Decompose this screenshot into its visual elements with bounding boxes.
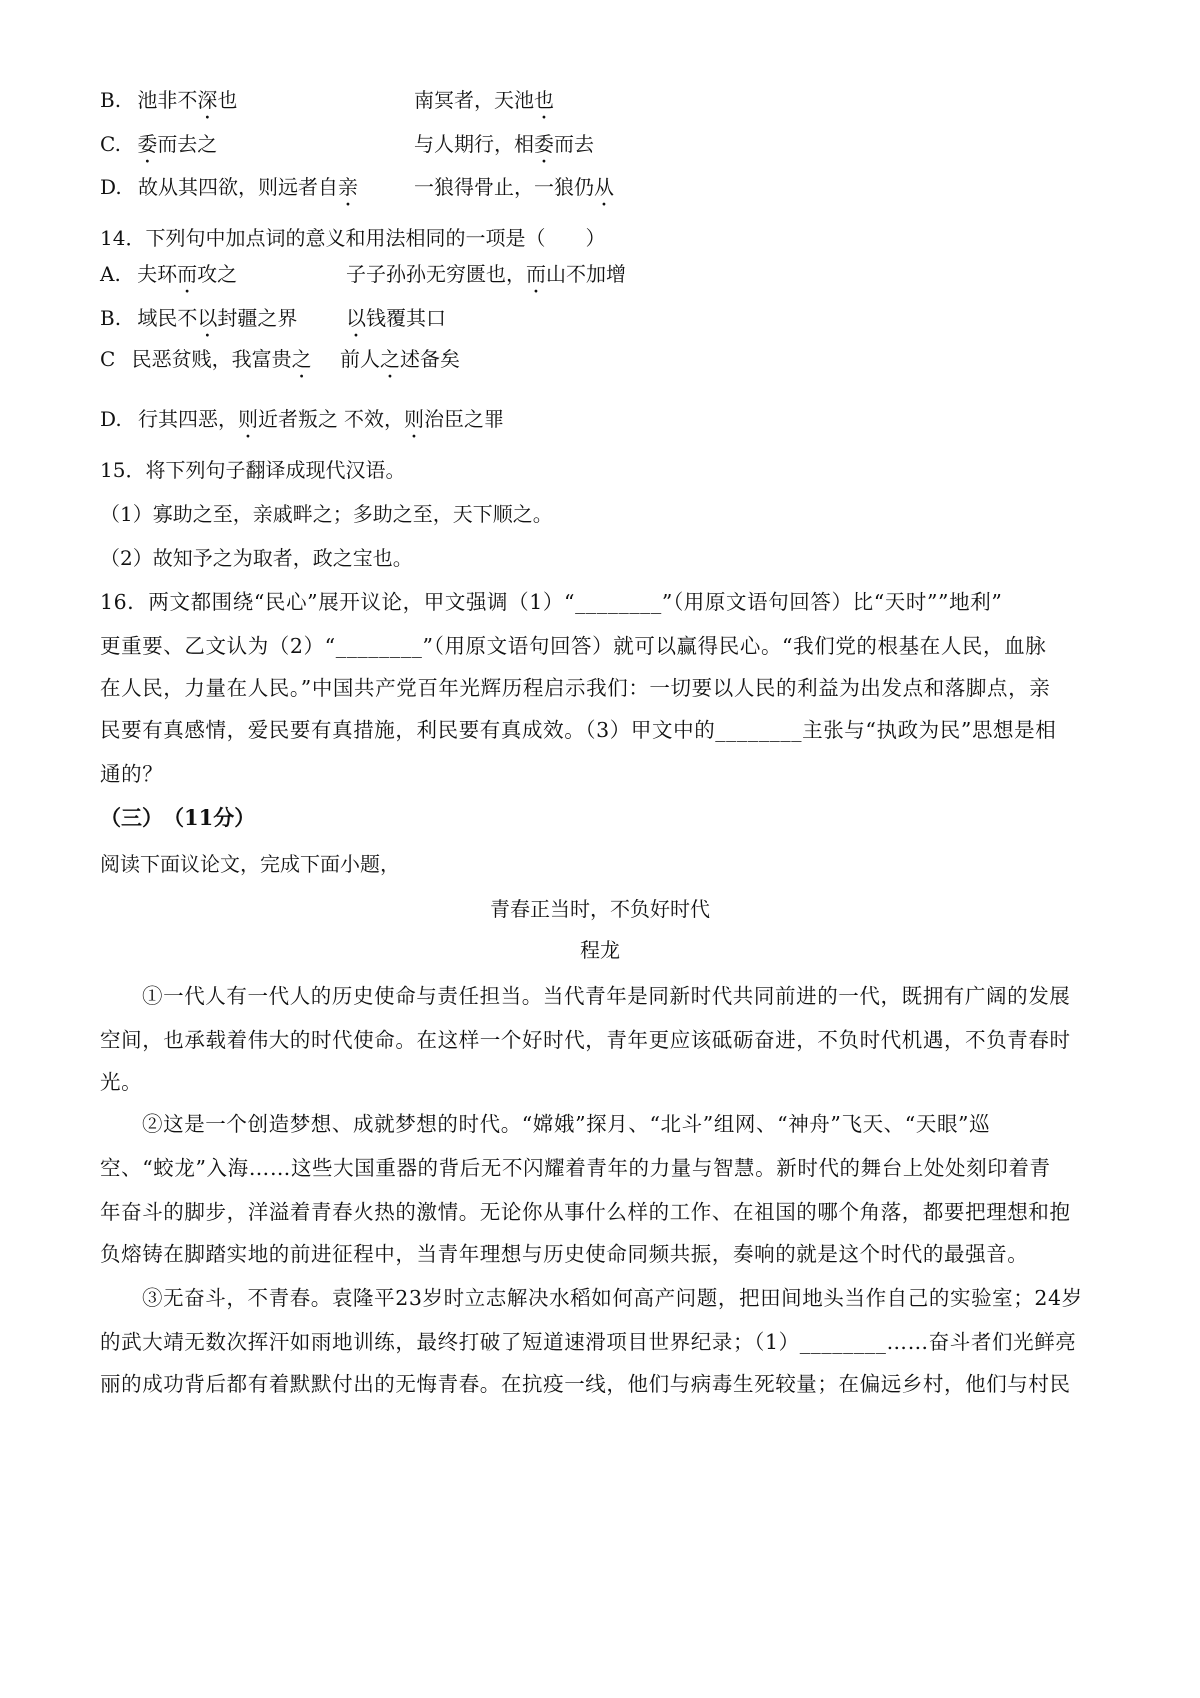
left-phrase: 委而去之	[137, 132, 218, 156]
section-heading: （三） （11分）	[100, 805, 256, 830]
paragraph-line: 负熔铸在脚踏实地的前进征程中，当青年理想与历史使命同频共振，奏响的就是这个时代的最强音。	[100, 1242, 1029, 1266]
q14-stem: 14．下列句中加点词的意义和用法相同的一项是（ ）	[100, 226, 606, 250]
q16-line: 16．两文都围绕“民心”展开议论，甲文强调（1）“________”（用原文语句回答）比“天时””地利”	[100, 590, 1003, 614]
option-label: B.	[100, 88, 122, 112]
left-phrase: 民恶贫贱，我富贵之	[131, 347, 312, 371]
q13-option-d	[100, 173, 614, 201]
q14-option-c	[100, 345, 460, 373]
option-label: D.	[100, 407, 122, 431]
paragraph-line: ③无奋斗，不青春。袁隆平23岁时立志解决水稻如何高产问题，把田间地头当作自己的实验室；24岁	[142, 1286, 1083, 1310]
paragraph-line: 丽的成功背后都有着默默付出的无悔青春。在抗疫一线，他们与病毒生死较量；在偏远乡村，他们与村民	[100, 1372, 1071, 1396]
paragraph-line: 的武大靖无数次挥汗如雨地训练，最终打破了短道速滑项目世界纪录；（1）________……奋斗者们光鲜亮	[100, 1330, 1077, 1354]
right-phrase: 南冥者，天池也	[414, 88, 554, 112]
q13-option-b	[100, 86, 554, 114]
paragraph-line: ②这是一个创造梦想、成就梦想的时代。“嫦娥”探月、“北斗”组网、“神舟”飞天、“天眼”巡	[142, 1112, 991, 1136]
option-label: C	[100, 347, 116, 371]
left-phrase: 池非不深也	[137, 88, 238, 112]
right-phrase: 子子孙孙无穷匮也，而山不加增	[346, 262, 626, 286]
left-phrase: 夫环而攻之	[137, 262, 238, 286]
option-label: B.	[100, 306, 122, 330]
article-author: 程龙	[580, 938, 620, 962]
paragraph-line: 年奋斗的脚步，洋溢着青春火热的激情。无论你从事什么样的工作、在祖国的哪个角落，都要把理想和抱	[100, 1200, 1071, 1224]
right-phrase: 一狼得骨止，一狼仍从	[414, 175, 614, 199]
q13-option-c	[100, 130, 594, 158]
left-phrase: 行其四恶，则近者叛之	[138, 407, 339, 431]
paragraph-line: 光。	[100, 1070, 143, 1094]
section-intro: 阅读下面议论文，完成下面小题，	[100, 852, 400, 876]
q16-line: 更重要、乙文认为（2）“________”（用原文语句回答）就可以赢得民心。“我们党的根基在人民，血脉	[100, 634, 1047, 658]
paragraph-line: 空、“蛟龙”入海……这些大国重器的背后无不闪耀着青年的力量与智慧。新时代的舞台上处处刻印着青	[100, 1156, 1051, 1180]
q14-option-b	[100, 304, 446, 332]
q15-stem: 15．将下列句子翻译成现代汉语。	[100, 458, 406, 482]
q14-option-d	[100, 405, 504, 433]
q16-line: 通的？	[100, 762, 164, 786]
paragraph-line: ①一代人有一代人的历史使命与责任担当。当代青年是同新时代共同前进的一代，既拥有广阔的发展	[142, 984, 1071, 1008]
option-label: A.	[100, 262, 121, 286]
right-phrase: 前人之述备矣	[340, 347, 460, 371]
q15-sentence-1: （1）寡助之至，亲戚畔之；多助之至，天下顺之。	[100, 502, 553, 526]
q15-sentence-2: （2）故知予之为取者，政之宝也。	[100, 546, 413, 570]
right-phrase: 不效，则治臣之罪	[344, 407, 504, 431]
right-phrase: 以钱覆其口	[346, 306, 446, 330]
option-label: C.	[100, 132, 121, 156]
option-label: D.	[100, 175, 122, 199]
left-phrase: 域民不以封疆之界	[137, 306, 298, 330]
article-title: 青春正当时，不负好时代	[490, 897, 710, 921]
paragraph-line: 空间，也承载着伟大的时代使命。在这样一个好时代，青年更应该砥砺奋进，不负时代机遇，不负青春时	[100, 1028, 1071, 1052]
right-phrase: 与人期行，相委而去	[414, 132, 594, 156]
q16-line: 民要有真感情，爱民要有真措施，利民要有真成效。（3）甲文中的________主张与“执政为民”思想是相	[100, 718, 1057, 742]
left-phrase: 故从其四欲，则远者自亲	[138, 175, 359, 199]
q16-line: 在人民，力量在人民。”中国共产党百年光辉历程启示我们：一切要以人民的利益为出发点和落脚点，亲	[100, 676, 1051, 700]
q14-option-a	[100, 260, 626, 288]
